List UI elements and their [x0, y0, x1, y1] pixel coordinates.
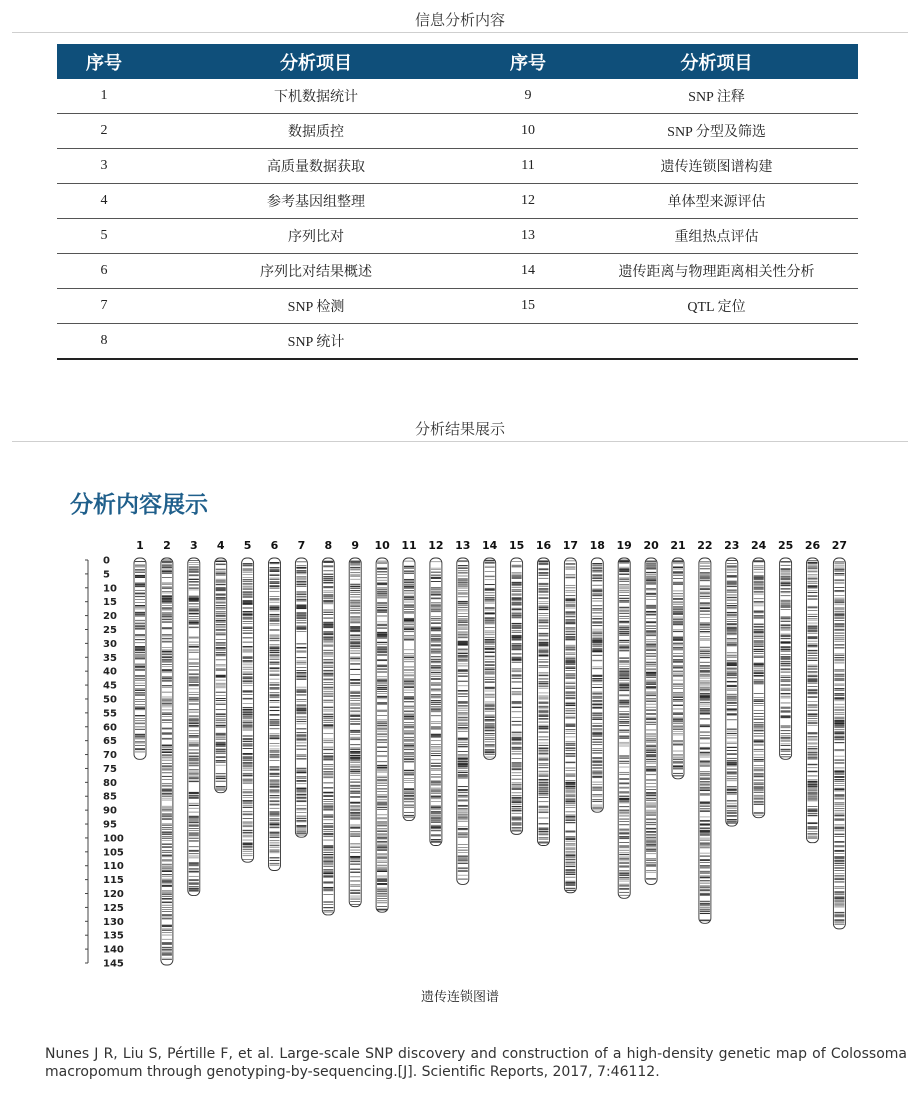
table-header-row [57, 44, 858, 79]
table-row [57, 254, 858, 289]
row-no: 13 [481, 219, 575, 254]
linkage-group-label: 20 [643, 539, 659, 552]
linkage-group-label: 16 [535, 539, 552, 552]
linkage-group-label: 5 [243, 539, 252, 552]
section-title-results: 分析结果展示 [414, 420, 505, 438]
y-tick-label: 125 [103, 902, 124, 914]
y-tick-label: 100 [103, 833, 124, 845]
linkage-group-label: 17 [562, 539, 579, 552]
chromosome-19 [618, 558, 630, 898]
y-tick-label: 140 [103, 944, 124, 956]
row-no: 15 [481, 289, 575, 324]
y-tick-label: 50 [103, 694, 117, 706]
row-item: SNP 注释 [575, 79, 858, 114]
y-tick-label: 115 [103, 875, 124, 887]
y-tick-label: 60 [103, 722, 117, 734]
y-tick-label: 65 [103, 736, 117, 748]
row-no: 3 [57, 149, 151, 184]
y-tick-label: 75 [103, 763, 117, 775]
linkage-group-label: 12 [428, 539, 444, 552]
linkage-group-label: 18 [589, 539, 605, 552]
y-tick-label: 85 [103, 791, 117, 803]
row-item: 遗传连锁图谱构建 [575, 149, 858, 184]
table-row [57, 114, 858, 149]
row-item: QTL 定位 [575, 289, 858, 324]
row-item: SNP 统计 [151, 324, 481, 360]
row-no [481, 324, 575, 360]
header-item-2: 分析项目 [575, 44, 858, 79]
row-item: 序列比对结果概述 [151, 254, 481, 289]
linkage-group-label: 9 [351, 539, 360, 552]
table-row [57, 184, 858, 219]
linkage-group-label: 15 [508, 539, 525, 552]
linkage-map-chart [70, 533, 850, 973]
row-item: SNP 分型及筛选 [575, 114, 858, 149]
content-title: 分析内容展示 [70, 492, 208, 518]
row-no: 7 [57, 289, 151, 324]
row-item: SNP 检测 [151, 289, 481, 324]
y-tick-label: 0 [103, 555, 110, 567]
row-no: 14 [481, 254, 575, 289]
row-no: 9 [481, 79, 575, 114]
y-tick-label: 15 [103, 597, 117, 609]
y-tick-label: 35 [103, 652, 117, 664]
row-item: 序列比对 [151, 219, 481, 254]
row-no: 6 [57, 254, 151, 289]
y-tick-label: 135 [103, 930, 124, 942]
linkage-group-label: 4 [216, 539, 225, 552]
row-no: 11 [481, 149, 575, 184]
row-no: 2 [57, 114, 151, 149]
y-tick-label: 80 [103, 777, 117, 789]
row-item: 遗传距离与物理距离相关性分析 [575, 254, 858, 289]
row-item: 参考基因组整理 [151, 184, 481, 219]
y-tick-label: 55 [103, 708, 117, 720]
linkage-group-label: 10 [374, 539, 390, 552]
table-row [57, 149, 858, 184]
row-item [575, 324, 858, 360]
section-divider [12, 441, 908, 442]
y-tick-label: 70 [103, 750, 117, 762]
linkage-group-label: 21 [670, 539, 686, 552]
header-no-2: 序号 [481, 44, 575, 79]
linkage-group-label: 14 [482, 539, 498, 552]
linkage-group-label: 2 [163, 539, 171, 552]
linkage-group-label: 7 [297, 539, 306, 552]
y-tick-label: 95 [103, 819, 117, 831]
row-no: 10 [481, 114, 575, 149]
y-tick-label: 25 [103, 624, 117, 636]
y-tick-label: 5 [103, 569, 110, 581]
row-item: 重组热点评估 [575, 219, 858, 254]
y-tick-label: 40 [103, 666, 117, 678]
row-item: 单体型来源评估 [575, 184, 858, 219]
table-row [57, 324, 858, 360]
table-row [57, 219, 858, 254]
y-tick-label: 120 [103, 889, 124, 901]
linkage-group-label: 6 [270, 539, 279, 552]
header-item: 分析项目 [151, 44, 481, 79]
row-no: 8 [57, 324, 151, 360]
y-tick-label: 110 [103, 861, 124, 873]
section-divider [12, 32, 908, 33]
y-tick-label: 20 [103, 611, 117, 623]
y-tick-label: 30 [103, 638, 117, 650]
section-title-info: 信息分析内容 [414, 11, 505, 29]
linkage-group-label: 13 [455, 539, 471, 552]
header-no: 序号 [57, 44, 151, 79]
row-no: 12 [481, 184, 575, 219]
row-item: 下机数据统计 [151, 79, 481, 114]
table-row [57, 79, 858, 114]
row-no: 5 [57, 219, 151, 254]
linkage-group-label: 19 [616, 539, 632, 552]
y-tick-label: 145 [103, 958, 124, 970]
linkage-group-label: 11 [401, 539, 417, 552]
linkage-group-label: 1 [136, 539, 144, 552]
y-tick-label: 10 [103, 583, 117, 595]
row-no: 4 [57, 184, 151, 219]
y-tick-label: 90 [103, 805, 117, 817]
row-item: 数据质控 [151, 114, 481, 149]
linkage-group-label: 3 [189, 539, 198, 552]
table-row [57, 289, 858, 324]
row-no: 1 [57, 79, 151, 114]
row-item: 高质量数据获取 [151, 149, 481, 184]
y-tick-label: 45 [103, 680, 117, 692]
analysis-items-table [57, 44, 858, 360]
y-tick-label: 130 [103, 916, 124, 928]
linkage-group-label: 8 [324, 539, 333, 552]
y-tick-label: 105 [103, 847, 124, 859]
